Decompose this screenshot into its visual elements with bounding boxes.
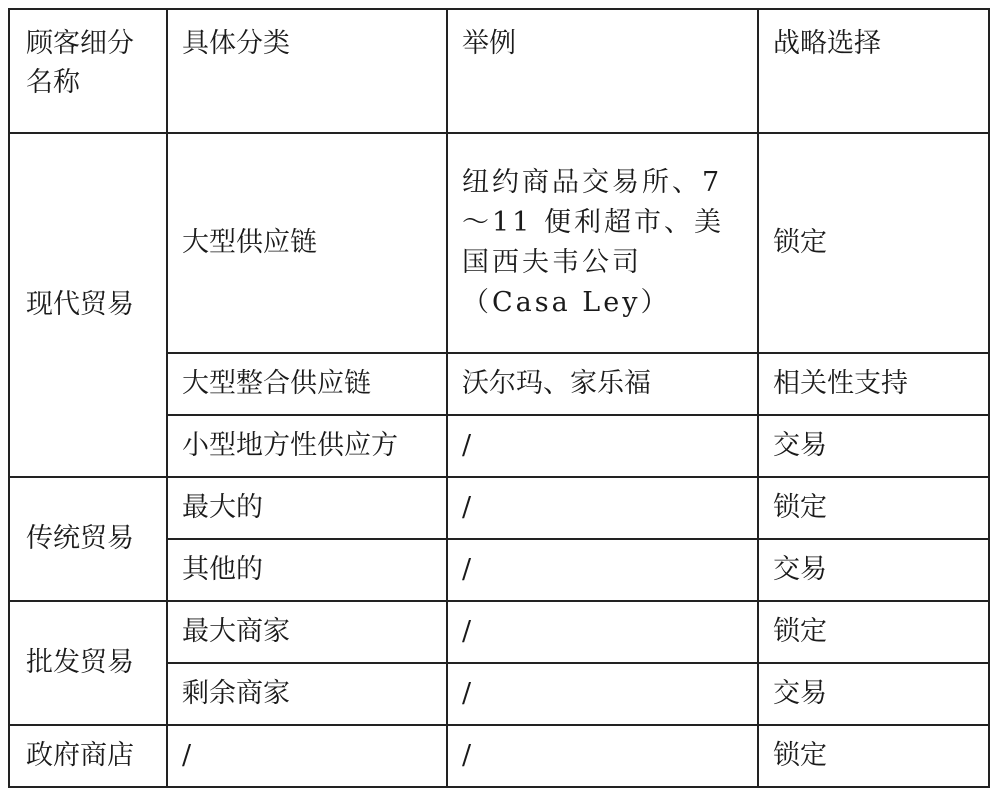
table-row [9, 133, 989, 353]
category-cell: 最大商家 [167, 601, 447, 663]
strategy-cell: 锁定 [758, 601, 989, 663]
header-category: 具体分类 [167, 9, 447, 133]
category-cell: 大型供应链 [167, 133, 447, 353]
table-row [9, 725, 989, 787]
example-cell: / [447, 725, 758, 787]
example-cell: / [447, 539, 758, 601]
strategy-cell: 锁定 [758, 133, 989, 353]
strategy-cell: 锁定 [758, 477, 989, 539]
example-cell: / [447, 663, 758, 725]
example-cell: 沃尔玛、家乐福 [447, 353, 758, 415]
strategy-cell: 交易 [758, 539, 989, 601]
segment-government-store: 政府商店 [9, 725, 167, 787]
segment-wholesale-trade: 批发贸易 [9, 601, 167, 725]
category-cell: / [167, 725, 447, 787]
example-cell: / [447, 601, 758, 663]
header-strategy: 战略选择 [758, 9, 989, 133]
header-row [9, 9, 989, 133]
strategy-cell: 相关性支持 [758, 353, 989, 415]
category-cell: 其他的 [167, 539, 447, 601]
category-cell: 小型地方性供应方 [167, 415, 447, 477]
strategy-cell: 交易 [758, 415, 989, 477]
category-cell: 剩余商家 [167, 663, 447, 725]
table-row [9, 477, 989, 539]
segment-modern-trade: 现代贸易 [9, 133, 167, 477]
category-cell: 最大的 [167, 477, 447, 539]
segment-traditional-trade: 传统贸易 [9, 477, 167, 601]
strategy-cell: 锁定 [758, 725, 989, 787]
strategy-cell: 交易 [758, 663, 989, 725]
customer-segmentation-table [8, 8, 990, 788]
example-cell: / [447, 415, 758, 477]
header-segment: 顾客细分名称 [9, 9, 167, 133]
header-example: 举例 [447, 9, 758, 133]
table-row [9, 601, 989, 663]
example-cell: / [447, 477, 758, 539]
example-cell: 纽约商品交易所、7～11 便利超市、美国西夫韦公司（Casa Ley） [447, 133, 758, 353]
category-cell: 大型整合供应链 [167, 353, 447, 415]
